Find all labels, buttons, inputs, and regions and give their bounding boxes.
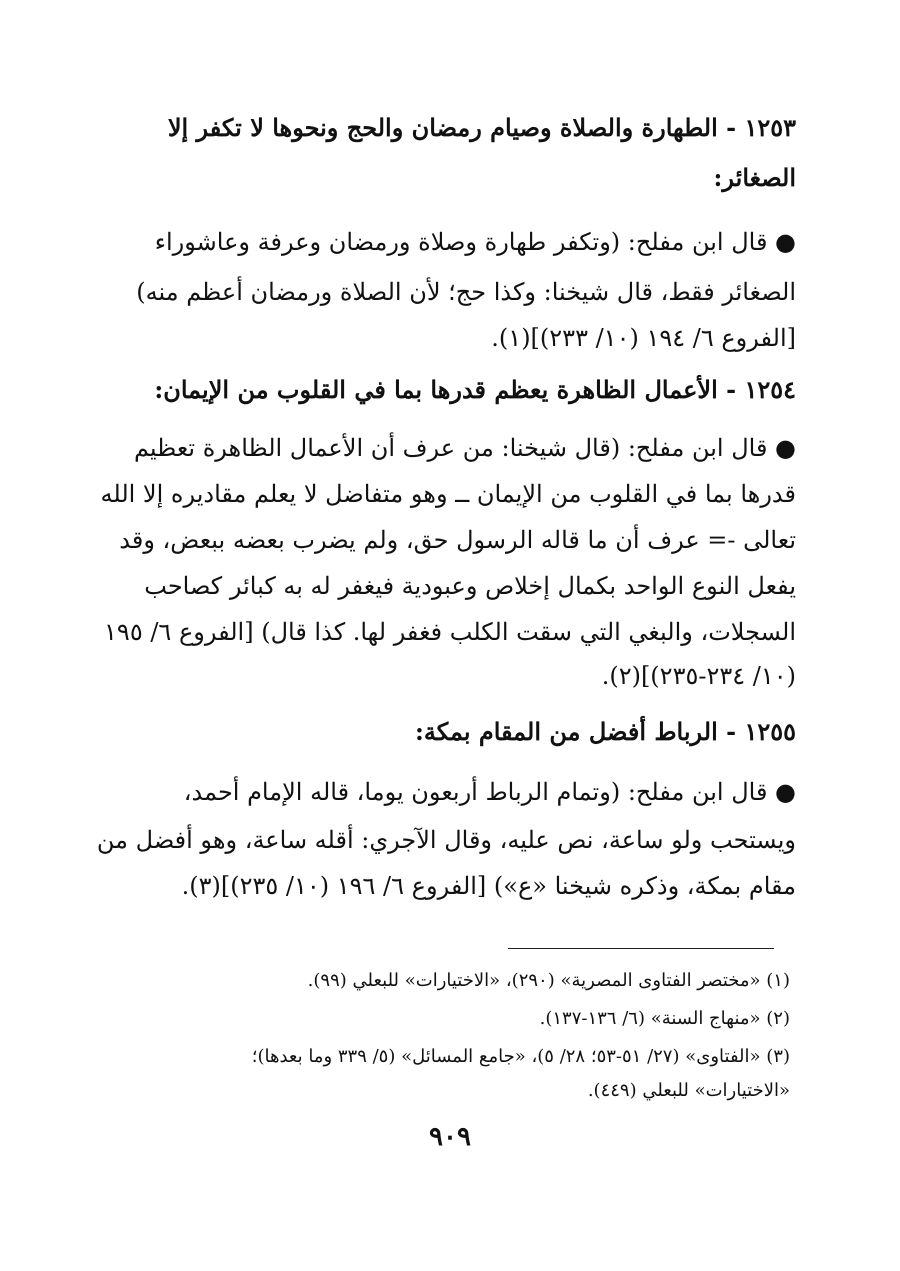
entry-heading-line: الصغائر: — [713, 163, 796, 192]
entry-body-line: ● قال ابن مفلح: (وتمام الرباط أربعون يوما، قاله الإمام أحمد، — [183, 778, 796, 806]
entry-body-line: ويستحب ولو ساعة، نص عليه، وقال الآجري: أقله ساعة، وهو أفضل من — [96, 826, 796, 854]
entry-body-line: يفعل النوع الواحد بكمال إخلاص وعبودية فيغفر له به كبائر كصاحب — [144, 572, 796, 600]
footnote-separator — [508, 948, 774, 949]
entry-body-line: (١٠/ ٢٣٤-٢٣٥)](٢). — [601, 662, 796, 690]
entry-body-line: ● قال ابن مفلح: (وتكفر طهارة وصلاة ورمضان وعرفة وعاشوراء — [154, 228, 796, 256]
entry-body-line: تعالى -= عرف أن ما قاله الرسول حق، ولم يضرب بعضه ببعض، وقد — [119, 526, 796, 554]
entry-body-line: الصغائر فقط، قال شيخنا: وكذا حج؛ لأن الصلاة ورمضان أعظم منه) — [136, 278, 796, 306]
entry-heading-line: ١٢٥٥ - الرباط أفضل من المقام بمكة: — [414, 717, 796, 746]
footnote: (٢) «منهاج السنة» (٦/ ١٣٦-١٣٧). — [539, 1008, 790, 1029]
entry-body-line: [الفروع ٦/ ١٩٤ (١٠/ ٢٣٣)](١). — [491, 324, 796, 352]
entry-heading-line: ١٢٥٣ - الطهارة والصلاة وصيام رمضان والحج ونحوها لا تكفر إلا — [167, 113, 796, 142]
footnote: (١) «مختصر الفتاوى المصرية» (٢٩٠)، «الاختيارات» للبعلي (٩٩). — [307, 970, 790, 991]
entry-body-line: ● قال ابن مفلح: (قال شيخنا: من عرف أن الأعمال الظاهرة تعظيم — [133, 434, 796, 462]
entry-body-line: السجلات، والبغي التي سقت الكلب فغفر لها. كذا قال) [الفروع ٦/ ١٩٥ — [104, 618, 796, 646]
entry-heading-line: ١٢٥٤ - الأعمال الظاهرة يعظم قدرها بما في القلوب من الإيمان: — [154, 375, 796, 404]
footnote: (٣) «الفتاوى» (٢٧/ ٥١-٥٣؛ ٢٨/ ٥)، «جامع المسائل» (٥/ ٣٣٩ وما بعدها)؛ — [251, 1046, 790, 1067]
page-number: ٩٠٩ — [429, 1122, 471, 1152]
footnote: «الاختيارات» للبعلي (٤٤٩). — [587, 1080, 790, 1101]
entry-body-line: قدرها بما في القلوب من الإيمان ــ وهو متفاضل لا يعلم مقاديره إلا الله — [100, 480, 796, 508]
entry-body-line: مقام بمكة، وذكره شيخنا «ع») [الفروع ٦/ ١٩٦ (١٠/ ٢٣٥)](٣). — [181, 872, 796, 900]
